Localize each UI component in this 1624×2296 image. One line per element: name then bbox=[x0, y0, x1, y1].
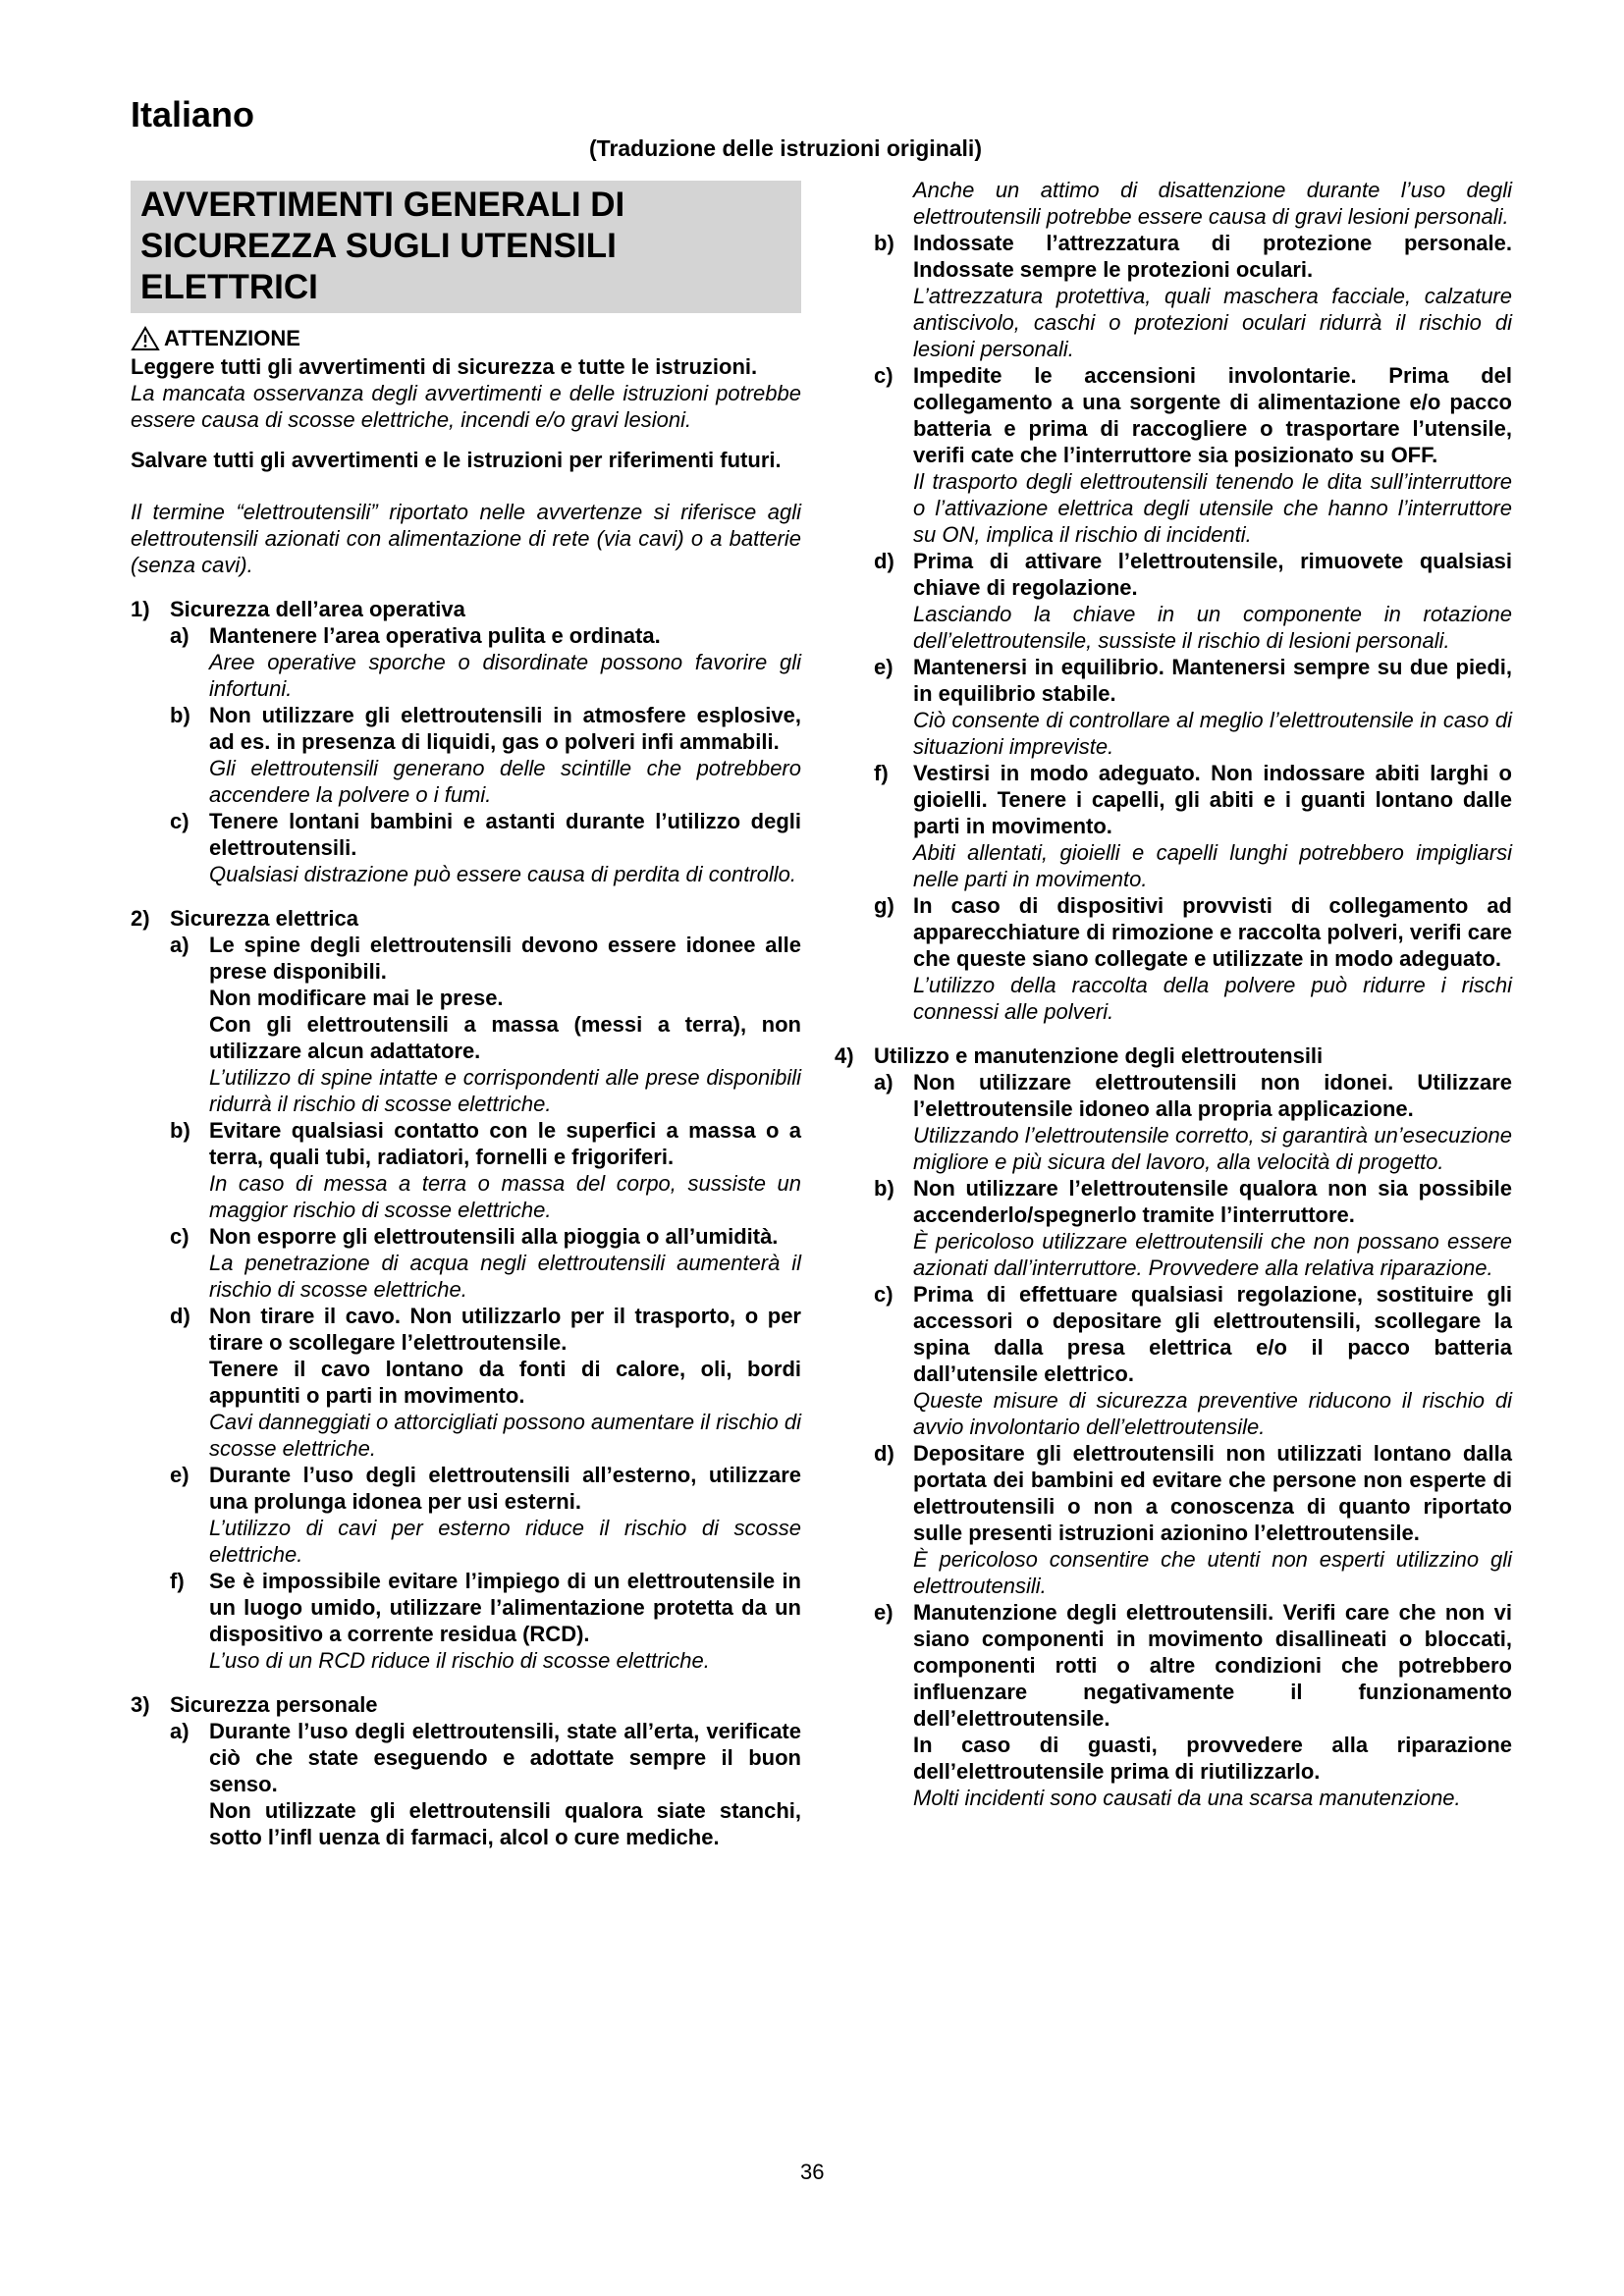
list-item bbox=[170, 1462, 801, 1568]
item-bold: Mantenersi in equilibrio. Mantenersi sempre su due piedi, in equilibrio stabile. bbox=[913, 655, 1512, 706]
list-item bbox=[170, 1117, 801, 1223]
document-subtitle: (Traduzione delle istruzioni originali) bbox=[589, 135, 982, 161]
list-item bbox=[874, 362, 1512, 548]
list-item bbox=[170, 1303, 801, 1462]
item-italic: Abiti allentati, gioielli e capelli lunghi potrebbero impigliarsi nelle parti in movimento. bbox=[913, 840, 1512, 891]
item-italic: Utilizzando l’elettroutensile corretto, si garantirà un’esecuzione migliore e più sicura del lavoro, alla velocità di progetto. bbox=[913, 1123, 1512, 1174]
item-label: b) bbox=[874, 1176, 894, 1201]
warning-triangle-icon bbox=[131, 326, 160, 351]
list-item bbox=[170, 808, 801, 887]
item-italic: È pericoloso utilizzare elettroutensili che non possano essere azionati dall’interruttore. Provvedere alla relativa riparazione. bbox=[913, 1229, 1512, 1280]
warning-row bbox=[131, 325, 801, 351]
item-label: e) bbox=[170, 1463, 189, 1487]
list-item bbox=[874, 1069, 1512, 1175]
item-italic: L’uso di un RCD riduce il rischio di scosse elettriche. bbox=[209, 1648, 710, 1673]
intro-italic: La mancata osservanza degli avvertimenti e delle istruzioni potrebbe essere causa di scosse elettriche, incendi e/o gravi lesioni. bbox=[131, 381, 801, 432]
item-italic: La penetrazione di acqua negli elettroutensili aumenterà il rischio di scosse elettriche. bbox=[209, 1251, 801, 1302]
item-bold: Durante l’uso degli elettroutensili, state all’erta, verificate ciò che state eseguendo e adottate sempre il buon senso. bbox=[209, 1719, 801, 1796]
item-label: b) bbox=[170, 1118, 190, 1143]
list-item bbox=[874, 230, 1512, 362]
item-label: c) bbox=[874, 1282, 893, 1307]
item-bold: Con gli elettroutensili a massa (messi a terra), non utilizzare alcun adattatore. bbox=[209, 1012, 801, 1063]
item-bold: In caso di guasti, provvedere alla riparazione dell’elettroutensile prima di riutilizzarlo. bbox=[913, 1733, 1512, 1784]
item-italic: L’utilizzo di cavi per esterno riduce il rischio di scosse elettriche. bbox=[209, 1516, 801, 1567]
item-italic: Il trasporto degli elettroutensili tenendo le dita sull’interruttore o l’attivazione elettrica degli utensile che hanno l’interruttore su ON, implica il rischio di incidenti. bbox=[913, 469, 1512, 547]
item-bold: Durante l’uso degli elettroutensili all’esterno, utilizzare una prolunga idonea per usi esterni. bbox=[209, 1463, 801, 1514]
item-bold: Tenere il cavo lontano da fonti di calore, oli, bordi appuntiti o parti in movimento. bbox=[209, 1357, 801, 1408]
item-label: a) bbox=[170, 1719, 189, 1743]
item-label: c) bbox=[874, 363, 893, 388]
item-italic: Qualsiasi distrazione può essere causa di perdita di controllo. bbox=[209, 862, 796, 886]
list-item bbox=[170, 1718, 801, 1850]
item-bold: Le spine degli elettroutensili devono essere idonee alle prese disponibili. bbox=[209, 933, 801, 984]
section-1-title bbox=[131, 596, 801, 622]
item-italic: L’utilizzo di spine intatte e corrispondenti alle prese disponibili ridurrà il rischio di scosse elettriche. bbox=[209, 1065, 801, 1116]
item-bold: Indossate l’attrezzatura di protezione personale. Indossate sempre le protezioni oculari. bbox=[913, 231, 1512, 282]
item-label: e) bbox=[874, 1600, 893, 1625]
warning-label: ATTENZIONE bbox=[164, 326, 300, 350]
list-item bbox=[874, 1599, 1512, 1811]
item-label: b) bbox=[170, 703, 190, 727]
section-title: Sicurezza personale bbox=[170, 1692, 378, 1717]
item-bold: Non utilizzare elettroutensili non idonei. Utilizzare l’elettroutensile idoneo alla propria applicazione. bbox=[913, 1070, 1512, 1121]
list-item bbox=[170, 1568, 801, 1674]
list-item bbox=[874, 548, 1512, 654]
item-bold: Impedite le accensioni involontarie. Prima del collegamento a una sorgente di alimentazione e/o pacco batteria e prima di raccogliere o trasportare l’utensile, verifi cate che l’interruttore sia posizionato su OFF. bbox=[913, 363, 1512, 467]
item-italic: Molti incidenti sono causati da una scarsa manutenzione. bbox=[913, 1786, 1461, 1810]
section-number: 2) bbox=[131, 906, 150, 931]
item-italic: L’utilizzo della raccolta della polvere può ridurre i rischi connessi alle polveri. bbox=[913, 973, 1512, 1024]
item-bold: Prima di effettuare qualsiasi regolazione, sostituire gli accessori o depositare gli elettroutensili, scollegare la spina dalla presa elettrica e/o il pacco batteria dall’utensile elettrico. bbox=[913, 1282, 1512, 1386]
list-item bbox=[874, 1440, 1512, 1599]
list-item bbox=[170, 932, 801, 1117]
item-bold: Manutenzione degli elettroutensili. Verifi care che non vi siano componenti in movimento disallineati o bloccati, componenti rotti o altre condizioni che potrebbero influenzare negativamente il funzionamento dell’elettroutensile. bbox=[913, 1600, 1512, 1731]
item-bold: Tenere lontani bambini e astanti durante l’utilizzo degli elettroutensili. bbox=[209, 809, 801, 860]
section-4-title bbox=[835, 1042, 1512, 1069]
item-italic: Cavi danneggiati o attorcigliati possono aumentare il rischio di scosse elettriche. bbox=[209, 1410, 801, 1461]
item-label: a) bbox=[874, 1070, 893, 1095]
section-number: 4) bbox=[835, 1043, 854, 1068]
item-italic: Anche un attimo di disattenzione durante l’uso degli elettroutensili potrebbe essere causa di gravi lesioni personali. bbox=[913, 178, 1512, 229]
item-bold: Depositare gli elettroutensili non utilizzati lontano dalla portata dei bambini ed evitare che persone non esperte di elettroutensili o non a conoscenza di quanto riportato sulle presenti istruzioni azionino l’elettroutensile. bbox=[913, 1441, 1512, 1545]
section-heading: AVVERTIMENTI GENERALI DI SICUREZZA SUGLI UTENSILI ELETTRICI bbox=[131, 181, 801, 313]
item-bold: Se è impossibile evitare l’impiego di un elettroutensile in un luogo umido, utilizzare l’alimentazione protetta da un dispositivo a corrente residua (RCD). bbox=[209, 1569, 801, 1646]
item-bold: Vestirsi in modo adeguato. Non indossare abiti larghi o gioielli. Tenere i capelli, gli abiti e i guanti lontano dalle parti in movimento. bbox=[913, 761, 1512, 838]
section-title: Sicurezza elettrica bbox=[170, 906, 358, 931]
intro-bold: Leggere tutti gli avvertimenti di sicurezza e tutte le istruzioni. bbox=[131, 354, 758, 379]
item-label: a) bbox=[170, 623, 189, 648]
page-number: 36 bbox=[800, 2160, 825, 2184]
language-title: Italiano bbox=[131, 94, 255, 134]
item-italic: In caso di messa a terra o massa del corpo, sussiste un maggior rischio di scosse elettriche. bbox=[209, 1171, 801, 1222]
item-label: f) bbox=[170, 1569, 185, 1593]
item-bold: Non utilizzare gli elettroutensili in atmosfere esplosive, ad es. in presenza di liquidi, gas o polveri infi ammabili. bbox=[209, 703, 801, 754]
list-item bbox=[874, 1281, 1512, 1440]
item-label: a) bbox=[170, 933, 189, 957]
list-item bbox=[170, 622, 801, 702]
item-bold: In caso di dispositivi provvisti di collegamento ad apparecchiature di rimozione e raccolta polveri, verifi care che queste siano collegate e utilizzate in modo adeguato. bbox=[913, 893, 1512, 971]
section-number: 3) bbox=[131, 1692, 150, 1717]
term-definition: Il termine “elettroutensili” riportato nelle avvertenze si riferisce agli elettroutensili azionati con alimentazione di rete (via cavi) o a batterie (senza cavi). bbox=[131, 500, 801, 577]
item-label: e) bbox=[874, 655, 893, 679]
item-label: f) bbox=[874, 761, 889, 785]
item-bold: Non utilizzare l’elettroutensile qualora non sia possibile accenderlo/spegnerlo tramite l’interruttore. bbox=[913, 1176, 1512, 1227]
list-item bbox=[874, 760, 1512, 892]
item-italic: Queste misure di sicurezza preventive riducono il rischio di avvio involontario dell’elettroutensile. bbox=[913, 1388, 1512, 1439]
item-italic: Lasciando la chiave in un componente in rotazione dell’elettroutensile, sussiste il rischio di lesioni personali. bbox=[913, 602, 1512, 653]
item-italic: È pericoloso consentire che utenti non esperti utilizzino gli elettroutensili. bbox=[913, 1547, 1512, 1598]
item-bold: Non utilizzate gli elettroutensili qualora siate stanchi, sotto l’infl uenza di farmaci, alcol o cure mediche. bbox=[209, 1798, 801, 1849]
left-column bbox=[131, 181, 801, 1850]
section-title: Utilizzo e manutenzione degli elettroutensili bbox=[874, 1043, 1324, 1068]
item-italic: Ciò consente di controllare al meglio l’elettroutensile in caso di situazioni impreviste. bbox=[913, 708, 1512, 759]
list-item bbox=[170, 1223, 801, 1303]
item-italic: Aree operative sporche o disordinate possono favorire gli infortuni. bbox=[209, 650, 801, 701]
item-label: d) bbox=[170, 1304, 190, 1328]
item-label: b) bbox=[874, 231, 894, 255]
right-column bbox=[835, 177, 1512, 1811]
list-item bbox=[874, 892, 1512, 1025]
item-label: d) bbox=[874, 549, 894, 573]
section-2-title bbox=[131, 905, 801, 932]
section-3-title bbox=[131, 1691, 801, 1718]
item-italic: L’attrezzatura protettiva, quali maschera facciale, calzature antiscivolo, caschi o protezioni oculari ridurrà il rischio di lesioni personali. bbox=[913, 284, 1512, 361]
item-bold: Non tirare il cavo. Non utilizzarlo per il trasporto, o per tirare o scollegare l’elettroutensile. bbox=[209, 1304, 801, 1355]
list-item bbox=[170, 702, 801, 808]
item-label: c) bbox=[170, 809, 189, 833]
save-instructions: Salvare tutti gli avvertimenti e le istruzioni per riferimenti futuri. bbox=[131, 448, 782, 472]
item-label: c) bbox=[170, 1224, 189, 1249]
item-bold: Non modificare mai le prese. bbox=[209, 986, 504, 1010]
item-italic: Gli elettroutensili generano delle scintille che potrebbero accendere la polvere o i fumi. bbox=[209, 756, 801, 807]
item-bold: Prima di attivare l’elettroutensile, rimuovete qualsiasi chiave di regolazione. bbox=[913, 549, 1512, 600]
item-label: d) bbox=[874, 1441, 894, 1466]
list-item bbox=[874, 177, 1512, 230]
item-bold: Mantenere l’area operativa pulita e ordinata. bbox=[209, 623, 661, 648]
item-bold: Evitare qualsiasi contatto con le superfici a massa o a terra, quali tubi, radiatori, fornelli e frigoriferi. bbox=[209, 1118, 801, 1169]
item-bold: Non esporre gli elettroutensili alla pioggia o all’umidità. bbox=[209, 1224, 779, 1249]
item-label: g) bbox=[874, 893, 894, 918]
list-item bbox=[874, 654, 1512, 760]
section-title: Sicurezza dell’area operativa bbox=[170, 597, 465, 621]
list-item bbox=[874, 1175, 1512, 1281]
section-number: 1) bbox=[131, 597, 150, 621]
